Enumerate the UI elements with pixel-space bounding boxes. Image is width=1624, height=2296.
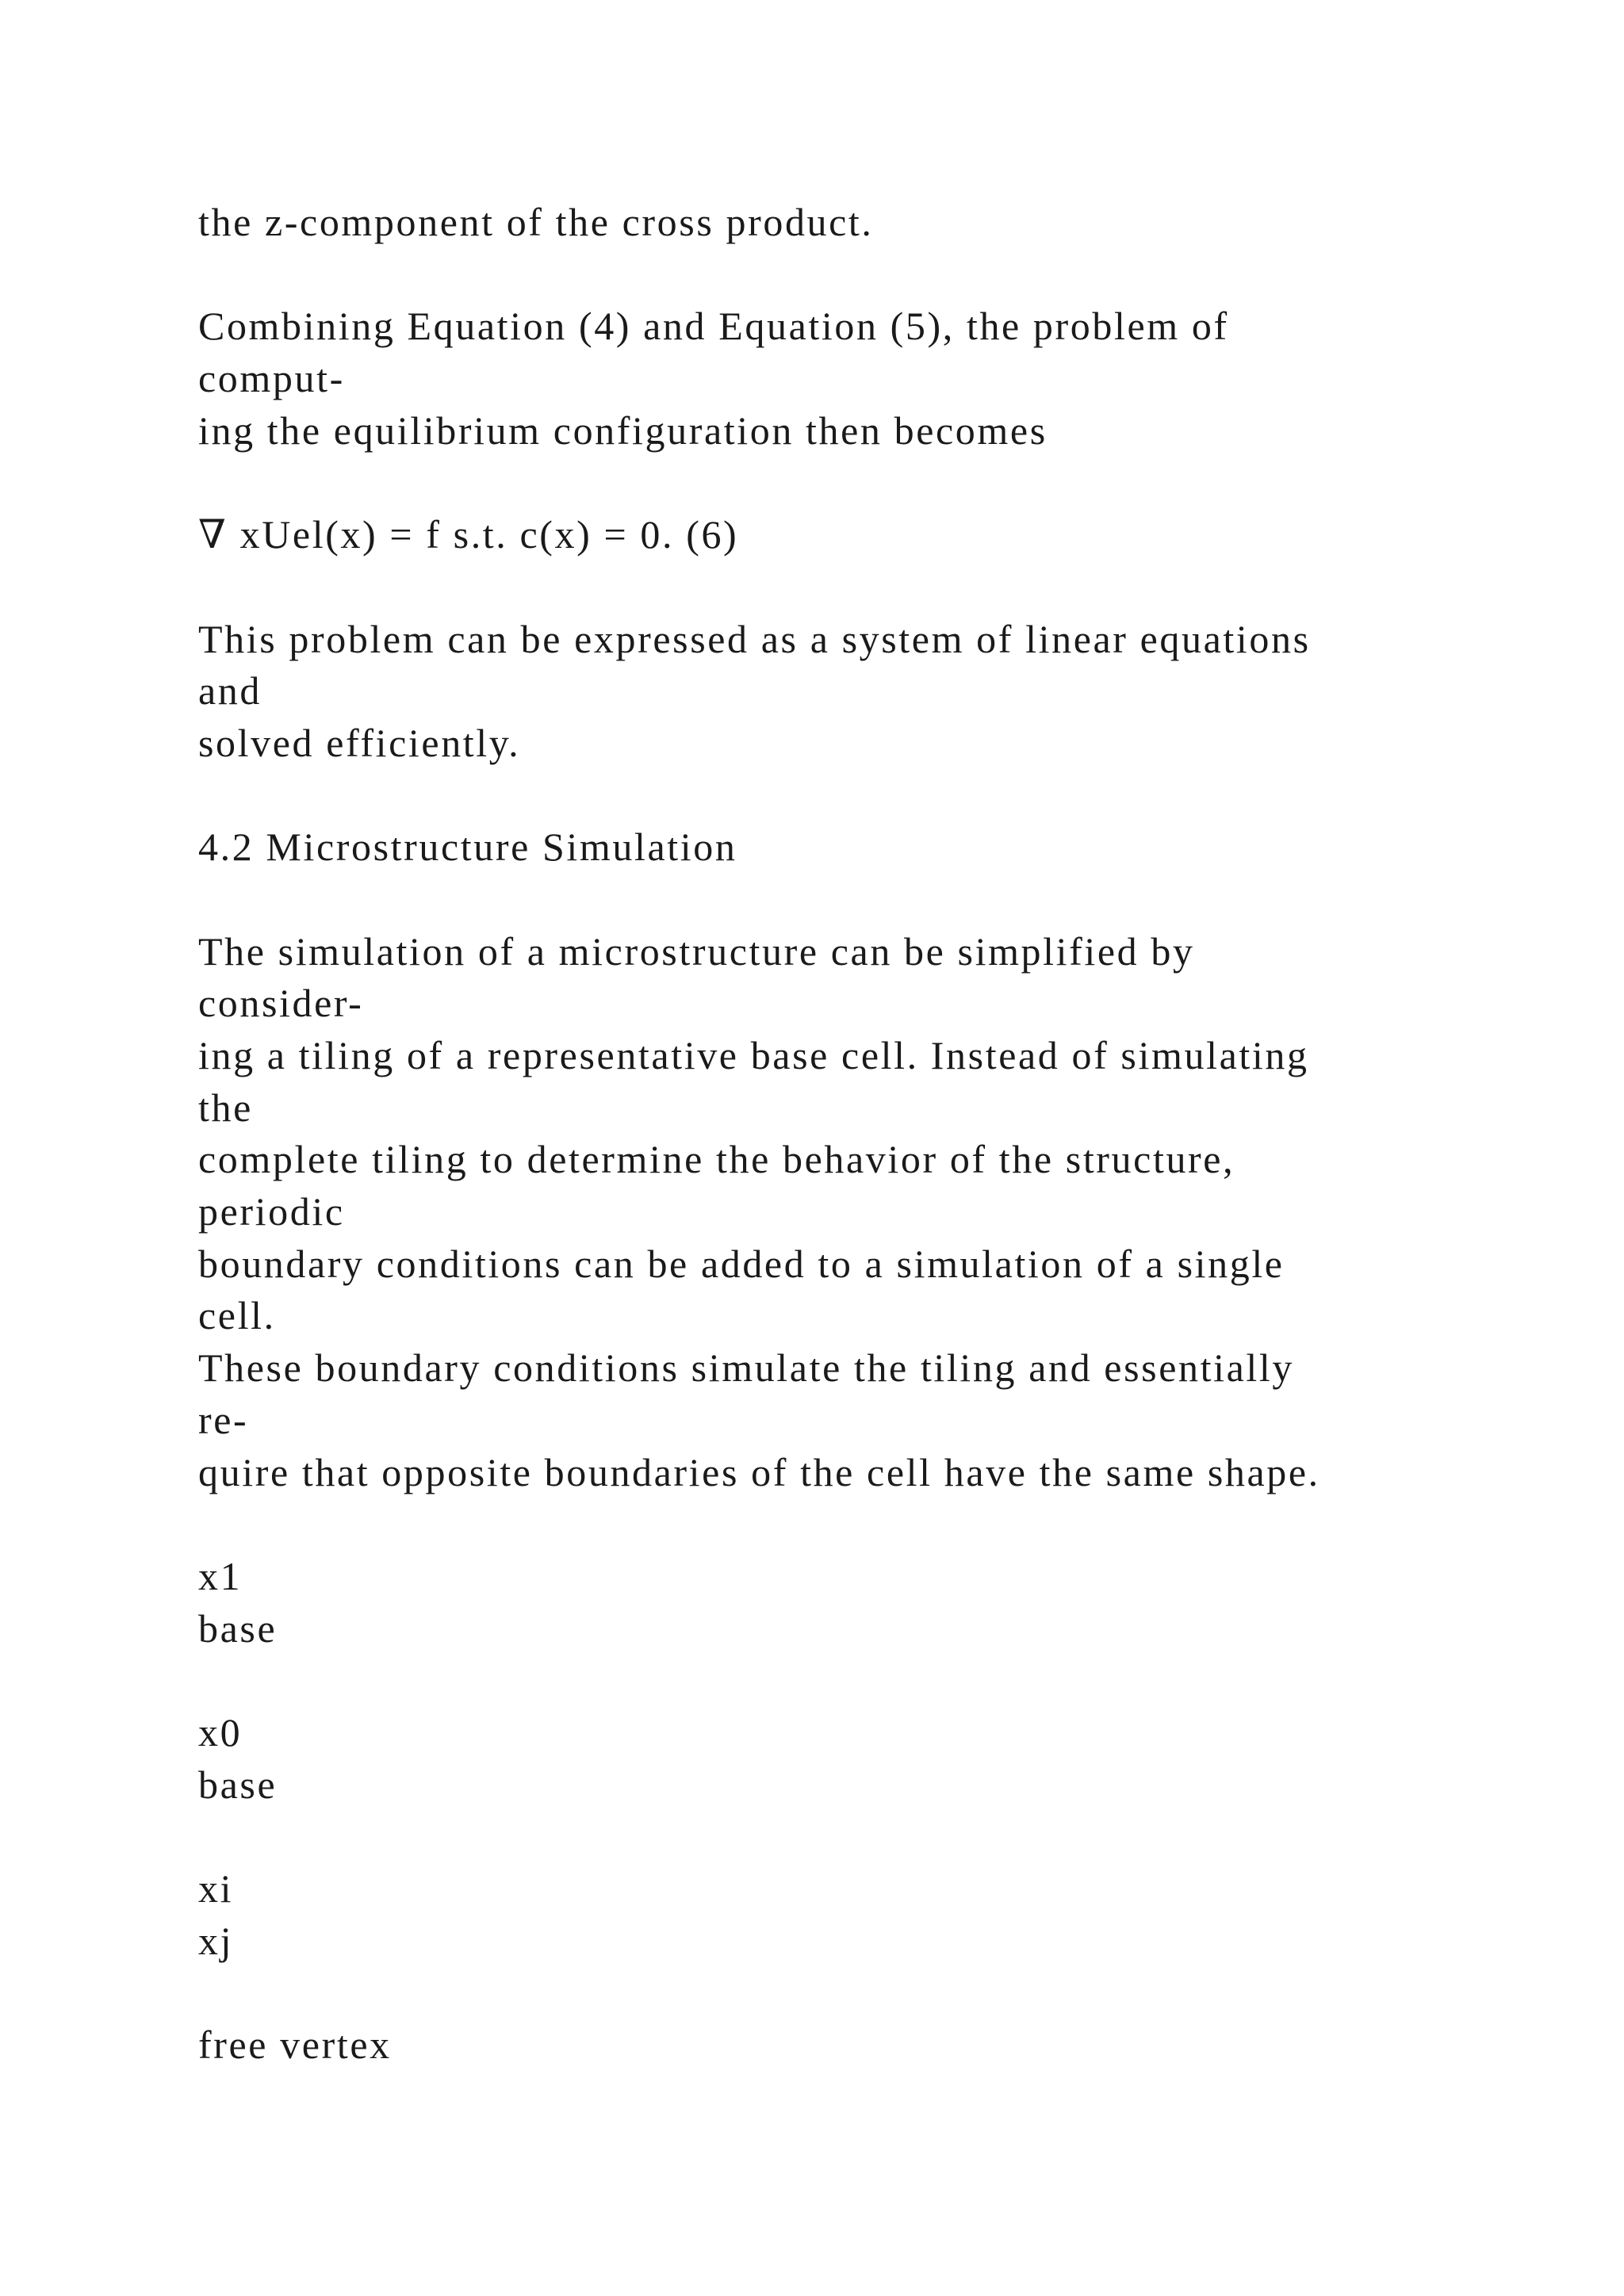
text-line: and [198, 668, 262, 714]
text-line: Combining Equation (4) and Equation (5), the problem of [198, 304, 1229, 349]
text-line: the [198, 1085, 253, 1130]
text-line: ing the equilibrium configuration then becomes [198, 408, 1048, 453]
blank-line [198, 561, 1546, 614]
section-heading: 4.2 Microstructure Simulation [198, 825, 737, 870]
text-line: solved efficiently. [198, 720, 521, 765]
blank-line [198, 249, 1546, 301]
figure-label: free vertex [198, 2022, 392, 2068]
equation-line: ∇ xUel(x) = f s.t. c(x) = 0. (6) [198, 512, 739, 557]
text-line: quire that opposite boundaries of the cell have the same shape. [198, 1449, 1320, 1494]
blank-line [198, 1498, 1546, 1551]
text-line: comput- [198, 356, 345, 401]
text-line: This problem can be expressed as a system of linear equations [198, 616, 1311, 661]
text-line: complete tiling to determine the behavior of the structure, [198, 1137, 1235, 1182]
figure-label: xj [198, 1918, 234, 1963]
blank-line [198, 1811, 1546, 1863]
figure-label: x1 [198, 1553, 243, 1598]
blank-line [198, 1967, 1546, 2019]
text-line: the z-component of the cross product. [198, 200, 874, 244]
text-line: cell. [198, 1293, 276, 1338]
blank-line [198, 770, 1546, 822]
text-line: periodic [198, 1189, 345, 1234]
figure-label: base [198, 1762, 278, 1807]
text-line: boundary conditions can be added to a simulation of a single [198, 1241, 1285, 1286]
text-line: These boundary conditions simulate the tiling and essentially [198, 1345, 1294, 1391]
blank-line [198, 1655, 1546, 1707]
blank-line [198, 457, 1546, 509]
text-line: re- [198, 1397, 249, 1442]
text-line: The simulation of a microstructure can be simplified by [198, 928, 1195, 974]
figure-label: xi [198, 1866, 234, 1911]
text-line: ing a tiling of a representative base cell. Instead of simulating [198, 1033, 1309, 1077]
blank-line [198, 874, 1546, 926]
text-line: consider- [198, 981, 364, 1026]
figure-label: x0 [198, 1709, 243, 1755]
figure-label: base [198, 1605, 278, 1651]
document-text [198, 197, 1546, 2072]
